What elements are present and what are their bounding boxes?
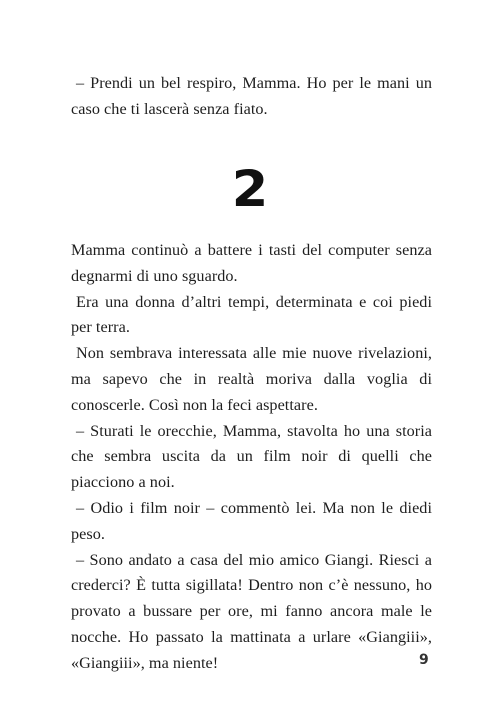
body-paragraph: Era una donna d’altri tempi, determinata e coi piedi per terra.: [71, 292, 432, 337]
page-number: 9: [419, 652, 429, 668]
intro-text: [71, 71, 432, 123]
dialogue-paragraph: – Sturati le orecchie, Mamma, stavolta ho una storia che sembra uscita da un film noir di quelli che piacciono a noi.: [71, 421, 432, 492]
dialogue-paragraph: – Odio i film noir – commentò lei. Ma non le diedi peso.: [71, 498, 432, 543]
chapter-number: 2: [231, 160, 269, 218]
body-paragraph: Mamma continuò a battere i tasti del computer senza degnarmi di uno sguardo.: [71, 241, 432, 285]
body-paragraph: Non sembrava interessata alle mie nuove rivelazioni, ma sapevo che in realtà moriva dalla voglia di conoscerle. Così non la feci aspettare.: [71, 344, 432, 414]
chapter-body: [71, 238, 432, 677]
intro-paragraph: – Prendi un bel respiro, Mamma. Ho per le mani un caso che ti lascerà senza fiato.: [71, 74, 432, 118]
dialogue-paragraph: – Sono andato a casa del mio amico Giangi. Riesci a crederci? È tutta sigillata! Dentro non c’è nessuno, ho provato a bussare per ore, mi fanno ancora male le nocche. Ho passato la mattinata a urlare «Giangiii», «Giangiii», ma niente!: [71, 550, 432, 672]
